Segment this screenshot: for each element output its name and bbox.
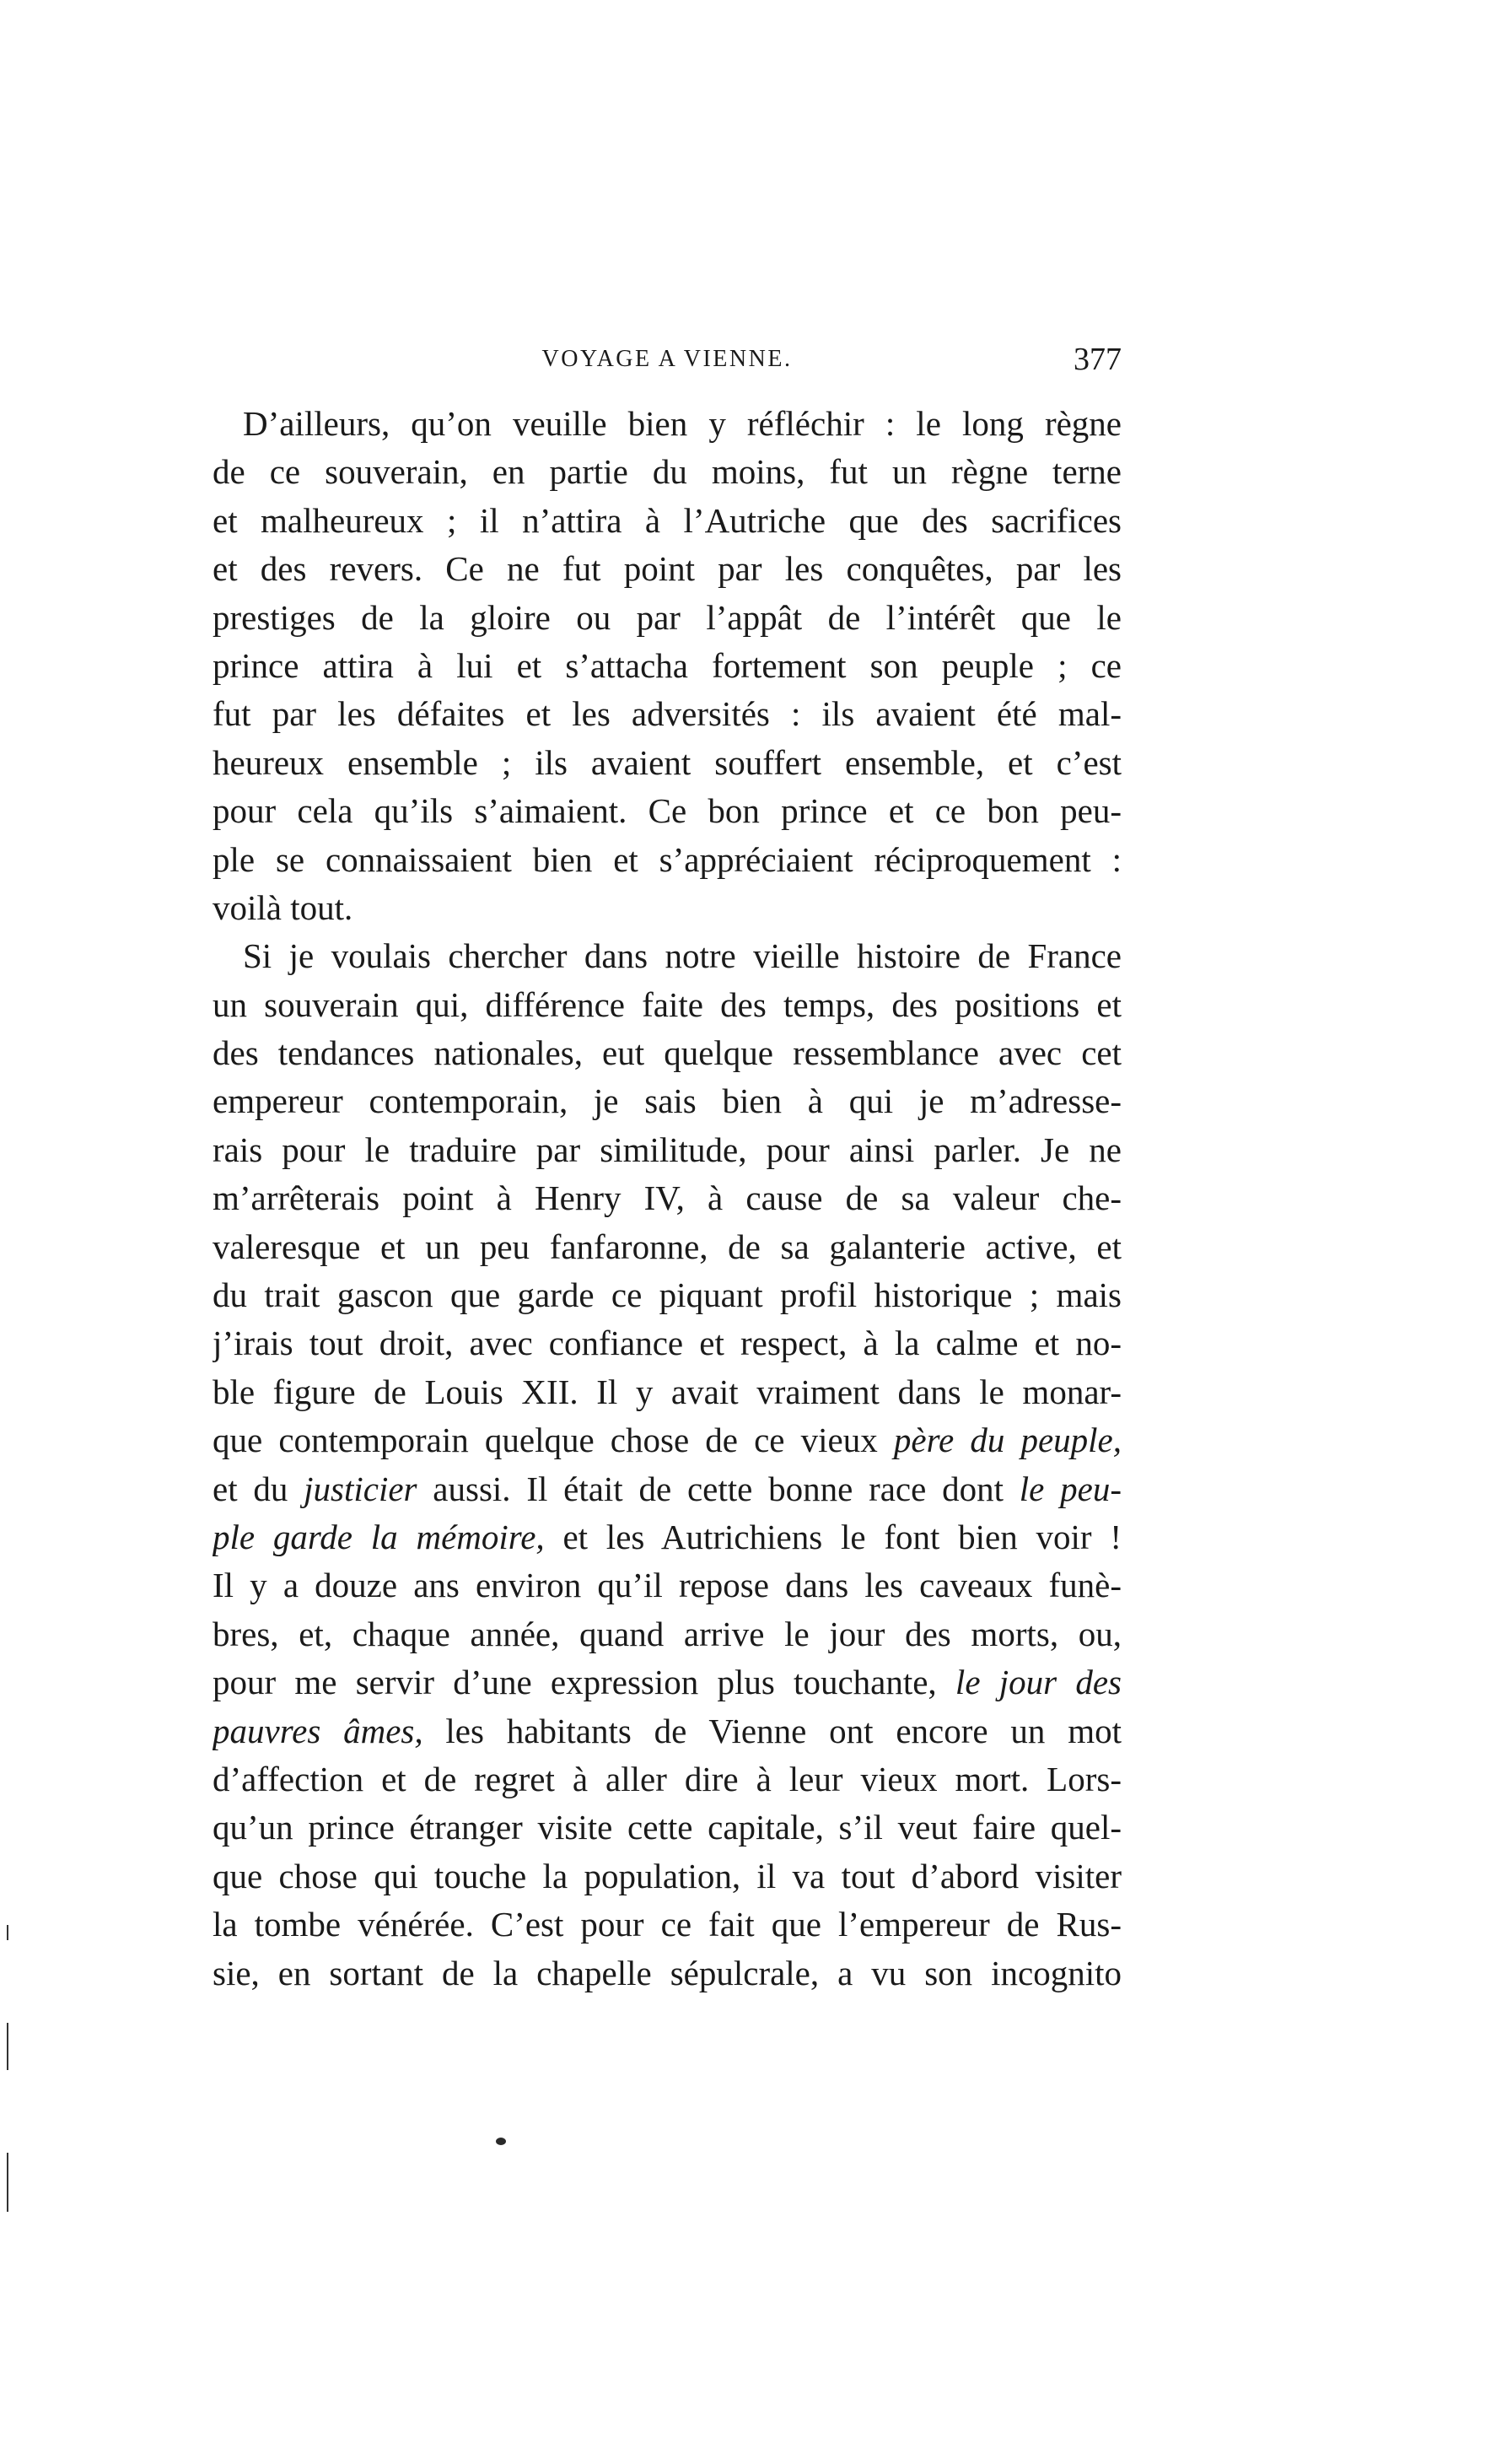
- text-line: [213, 1707, 1122, 1755]
- text-segment: les habitants de Vienne ont encore un mot: [422, 1711, 1122, 1750]
- text-line: des tendances nationales, eut quelque ressemblance avec cet: [213, 1033, 1122, 1073]
- text-segment: que contemporain quelque chose de ce vieux: [213, 1421, 894, 1460]
- italic-phrase: ple garde la mémoire,: [213, 1517, 545, 1556]
- scan-margin-mark: [7, 1925, 8, 1940]
- text-line: [213, 1658, 1122, 1706]
- text-line: un souverain qui, différence faite des temps, des positions et: [213, 984, 1122, 1024]
- text-line: j’irais tout droit, avec confiance et respect, à la calme et no-: [213, 1324, 1122, 1363]
- text-line: empereur contemporain, je sais bien à qui je m’adresse-: [213, 1081, 1122, 1121]
- text-line: D’ailleurs, qu’on veuille bien y réfléchir : le long règne: [243, 404, 1122, 443]
- body-text: [213, 400, 1122, 1998]
- text-line: bres, et, chaque année, quand arrive le jour des morts, ou,: [213, 1614, 1122, 1653]
- scan-ink-dot: [496, 2138, 506, 2145]
- text-line: Il y a douze ans environ qu’il repose dans les caveaux funè-: [213, 1566, 1122, 1605]
- text-line: d’affection et de regret à aller dire à leur vieux mort. Lors-: [213, 1759, 1122, 1798]
- scan-margin-mark: [7, 2153, 8, 2212]
- text-line: ble figure de Louis XII. Il y avait vraiment dans le monar-: [213, 1372, 1122, 1411]
- italic-phrase: le jour des: [955, 1663, 1122, 1702]
- text-line: rais pour le traduire par similitude, pour ainsi parler. Je ne: [213, 1130, 1122, 1169]
- text-line: fut par les défaites et les adversités : ils avaient été mal-: [213, 694, 1122, 734]
- page-number: 377: [1074, 342, 1122, 377]
- text-segment: et les Autrichiens le font bien voir !: [544, 1517, 1122, 1556]
- text-segment: pour me servir d’une expression plus touchante,: [213, 1663, 955, 1702]
- text-line: heureux ensemble ; ils avaient souffert ensemble, et c’est: [213, 742, 1122, 782]
- italic-phrase: père du peuple,: [893, 1421, 1122, 1460]
- text-line: [213, 1416, 1122, 1464]
- italic-phrase: pauvres âmes,: [213, 1711, 423, 1750]
- text-line: voilà tout.: [213, 887, 353, 927]
- text-line: valeresque et un peu fanfaronne, de sa galanterie active, et: [213, 1227, 1122, 1266]
- text-line: [213, 1465, 1122, 1513]
- text-line: du trait gascon que garde ce piquant profil historique ; mais: [213, 1275, 1122, 1315]
- text-line: et des revers. Ce ne fut point par les conquêtes, par les: [213, 549, 1122, 589]
- scan-margin-mark: [7, 2023, 8, 2070]
- text-line: Si je voulais chercher dans notre vieille histoire de France: [243, 936, 1122, 976]
- text-segment: et du: [213, 1469, 304, 1508]
- italic-phrase: justicier: [304, 1469, 417, 1508]
- running-title: VOYAGE A VIENNE.: [541, 346, 793, 372]
- text-line: m’arrêterais point à Henry IV, à cause de sa valeur che-: [213, 1178, 1122, 1218]
- text-line: prince attira à lui et s’attacha fortement son peuple ; ce: [213, 645, 1122, 685]
- text-line: la tombe vénérée. C’est pour ce fait que l’empereur de Rus-: [213, 1905, 1122, 1944]
- text-line: prestiges de la gloire ou par l’appât de l’intérêt que le: [213, 597, 1122, 637]
- text-line: et malheureux ; il n’attira à l’Autriche que des sacrifices: [213, 500, 1122, 540]
- text-line: ple se connaissaient bien et s’appréciaient réciproquement :: [213, 839, 1122, 879]
- text-segment: aussi. Il était de cette bonne race dont: [417, 1469, 1020, 1508]
- text-line: sie, en sortant de la chapelle sépulcrale, a vu son incognito: [213, 1953, 1122, 1992]
- text-line: pour cela qu’ils s’aimaient. Ce bon prince et ce bon peu-: [213, 791, 1122, 831]
- text-line: de ce souverain, en partie du moins, fut un règne terne: [213, 452, 1122, 492]
- text-line: [213, 1513, 1122, 1561]
- text-line: que chose qui touche la population, il va tout d’abord visiter: [213, 1856, 1122, 1895]
- text-line: qu’un prince étranger visite cette capitale, s’il veut faire quel-: [213, 1808, 1122, 1847]
- running-head: [213, 341, 1122, 383]
- italic-phrase: le peu-: [1019, 1469, 1122, 1508]
